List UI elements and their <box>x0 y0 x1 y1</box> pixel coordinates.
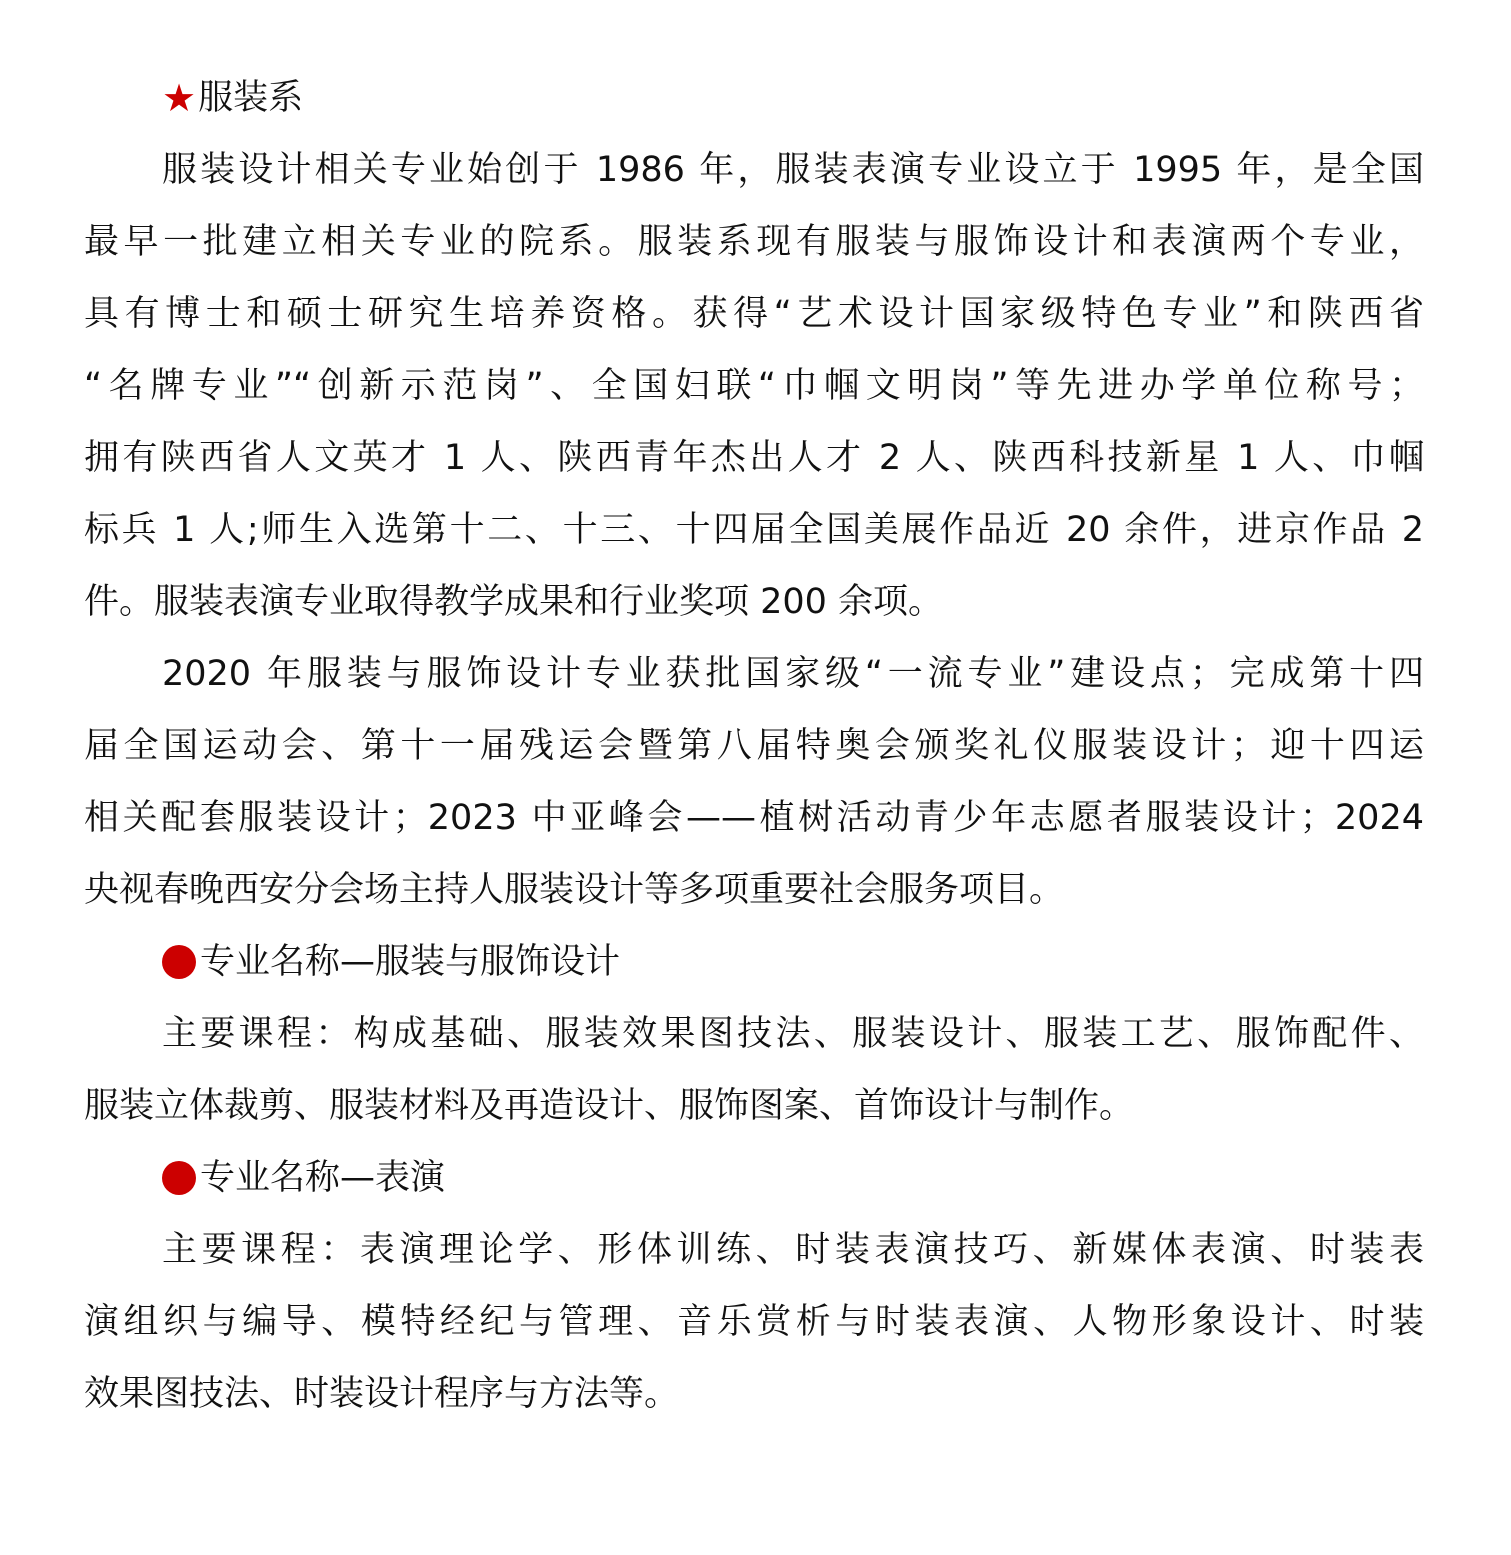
bullet-icon <box>162 1161 196 1195</box>
paragraph-line: 央视春晚西安分会场主持人服装设计等多项重要社会服务项目。 <box>84 870 1065 910</box>
intro-paragraph-1 <box>84 134 1424 638</box>
major-2-heading-text: 专业名称—表演 <box>200 1158 446 1198</box>
paragraph-line: 件。服装表演专业取得教学成果和行业奖项 200 余项。 <box>84 582 944 622</box>
major-1-heading-text: 专业名称—服装与服饰设计 <box>200 942 621 982</box>
paragraph-line: 相关配套服装设计；2023 中亚峰会——植树活动青少年志愿者服装设计；2024 <box>84 798 1424 838</box>
major-2-courses <box>84 1214 1424 1430</box>
document-page <box>84 62 1424 1430</box>
paragraph-line: 2020 年服装与服饰设计专业获批国家级“一流专业”建设点；完成第十四 <box>162 654 1424 694</box>
bullet-icon <box>162 945 196 979</box>
paragraph-line: 标兵 1 人;师生入选第十二、十三、十四届全国美展作品近 20 余件，进京作品 2 <box>84 510 1424 550</box>
paragraph-line: 效果图技法、时装设计程序与方法等。 <box>84 1374 680 1414</box>
paragraph-line: 演组织与编导、模特经纪与管理、音乐赏析与时装表演、人物形象设计、时装 <box>84 1302 1424 1342</box>
paragraph-line: 最早一批建立相关专业的院系。服装系现有服装与服饰设计和表演两个专业， <box>84 222 1424 262</box>
paragraph-line: 主要课程：构成基础、服装效果图技法、服装设计、服装工艺、服饰配件、 <box>162 1014 1424 1054</box>
paragraph-line: 具有博士和硕士研究生培养资格。获得“艺术设计国家级特色专业”和陕西省 <box>84 294 1424 334</box>
paragraph-line: 服装设计相关专业始创于 1986 年，服装表演专业设立于 1995 年，是全国 <box>162 150 1424 190</box>
paragraph-line: “名牌专业”“创新示范岗”、全国妇联“巾帼文明岗”等先进办学单位称号； <box>84 366 1424 406</box>
paragraph-line: 服装立体裁剪、服装材料及再造设计、服饰图案、首饰设计与制作。 <box>84 1086 1135 1126</box>
intro-paragraph-2 <box>84 638 1424 926</box>
star-icon: ★ <box>162 76 197 120</box>
major-1-courses <box>84 998 1424 1142</box>
paragraph-line: 拥有陕西省人文英才 1 人、陕西青年杰出人才 2 人、陕西科技新星 1 人、巾帼 <box>84 438 1424 478</box>
section-title-text: 服装系 <box>198 78 304 118</box>
paragraph-line: 主要课程：表演理论学、形体训练、时装表演技巧、新媒体表演、时装表 <box>162 1230 1424 1270</box>
major-1-heading <box>84 926 1424 998</box>
major-2-heading <box>84 1142 1424 1214</box>
section-title <box>84 62 1424 134</box>
paragraph-line: 届全国运动会、第十一届残运会暨第八届特奥会颁奖礼仪服装设计；迎十四运 <box>84 726 1424 766</box>
